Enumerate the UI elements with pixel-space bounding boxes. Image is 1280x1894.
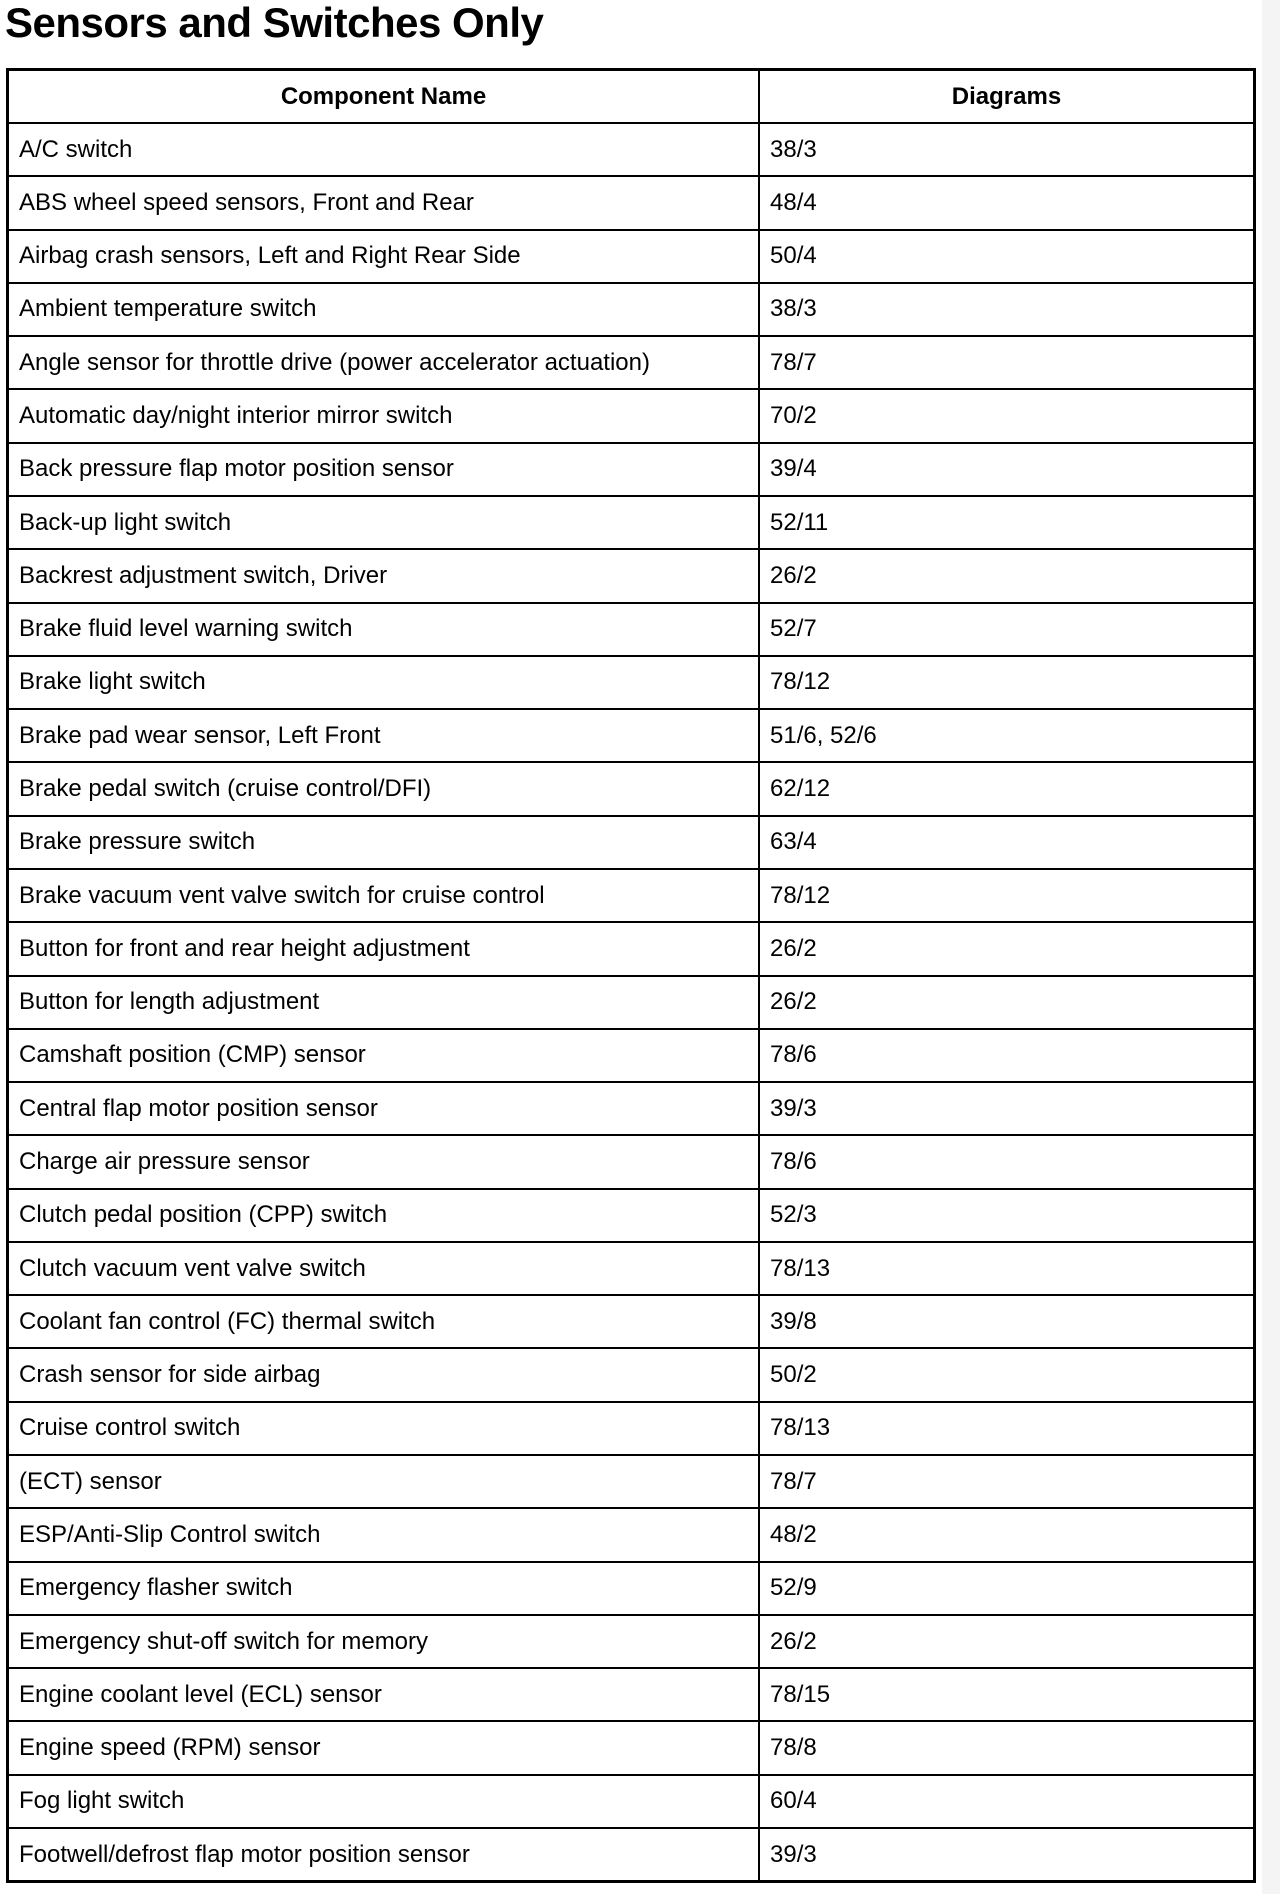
- component-name-cell: Engine coolant level (ECL) sensor: [9, 1668, 759, 1721]
- component-name-cell: Button for front and rear height adjustment: [9, 922, 759, 975]
- diagrams-cell: 70/2: [759, 389, 1253, 442]
- diagrams-cell: 52/7: [759, 603, 1253, 656]
- diagrams-cell: 48/4: [759, 176, 1253, 229]
- page-edge-shadow: [1262, 0, 1280, 1894]
- table-row: [9, 816, 1253, 869]
- component-name-cell: Camshaft position (CMP) sensor: [9, 1029, 759, 1082]
- diagrams-cell: 26/2: [759, 1615, 1253, 1668]
- diagrams-cell: 52/11: [759, 496, 1253, 549]
- column-header-diagrams: Diagrams: [759, 71, 1253, 123]
- component-name-cell: Clutch pedal position (CPP) switch: [9, 1189, 759, 1242]
- table-row: [9, 549, 1253, 602]
- table-row: [9, 389, 1253, 442]
- table-row: [9, 922, 1253, 975]
- table-row: [9, 123, 1253, 176]
- component-name-cell: Coolant fan control (FC) thermal switch: [9, 1295, 759, 1348]
- component-name-cell: Fog light switch: [9, 1775, 759, 1828]
- diagrams-cell: 50/2: [759, 1348, 1253, 1401]
- component-name-cell: (ECT) sensor: [9, 1455, 759, 1508]
- table-row: [9, 1135, 1253, 1188]
- component-name-cell: ABS wheel speed sensors, Front and Rear: [9, 176, 759, 229]
- diagrams-cell: 78/13: [759, 1242, 1253, 1295]
- table-row: [9, 1029, 1253, 1082]
- table-row: [9, 1402, 1253, 1455]
- table-header-row: [9, 71, 1253, 123]
- table-row: [9, 230, 1253, 283]
- diagrams-cell: 63/4: [759, 816, 1253, 869]
- component-name-cell: Charge air pressure sensor: [9, 1135, 759, 1188]
- diagrams-cell: 78/6: [759, 1135, 1253, 1188]
- table-row: [9, 762, 1253, 815]
- column-header-component-name: Component Name: [9, 71, 759, 123]
- component-name-cell: Footwell/defrost flap motor position sensor: [9, 1828, 759, 1880]
- component-name-cell: Angle sensor for throttle drive (power accelerator actuation): [9, 336, 759, 389]
- table-row: [9, 1562, 1253, 1615]
- diagrams-cell: 78/7: [759, 336, 1253, 389]
- component-name-cell: Ambient temperature switch: [9, 283, 759, 336]
- component-name-cell: Brake light switch: [9, 656, 759, 709]
- component-name-cell: Brake pad wear sensor, Left Front: [9, 709, 759, 762]
- diagrams-cell: 78/12: [759, 656, 1253, 709]
- diagrams-cell: 39/3: [759, 1828, 1253, 1880]
- table-row: [9, 1242, 1253, 1295]
- component-name-cell: Brake pressure switch: [9, 816, 759, 869]
- diagrams-cell: 26/2: [759, 922, 1253, 975]
- component-name-cell: Clutch vacuum vent valve switch: [9, 1242, 759, 1295]
- table-row: [9, 976, 1253, 1029]
- table-row: [9, 176, 1253, 229]
- table-row: [9, 283, 1253, 336]
- page-title: Sensors and Switches Only: [5, 0, 544, 46]
- component-name-cell: A/C switch: [9, 123, 759, 176]
- diagrams-cell: 26/2: [759, 549, 1253, 602]
- component-name-cell: Button for length adjustment: [9, 976, 759, 1029]
- table-row: [9, 1615, 1253, 1668]
- diagrams-cell: 52/9: [759, 1562, 1253, 1615]
- component-name-cell: Brake vacuum vent valve switch for cruise control: [9, 869, 759, 922]
- table-row: [9, 1082, 1253, 1135]
- diagrams-cell: 38/3: [759, 123, 1253, 176]
- diagrams-cell: 78/13: [759, 1402, 1253, 1455]
- table-row: [9, 1721, 1253, 1774]
- component-name-cell: Back pressure flap motor position sensor: [9, 443, 759, 496]
- table-row: [9, 1455, 1253, 1508]
- table-row: [9, 709, 1253, 762]
- diagrams-cell: 78/15: [759, 1668, 1253, 1721]
- diagrams-cell: 39/3: [759, 1082, 1253, 1135]
- diagrams-cell: 48/2: [759, 1508, 1253, 1561]
- diagrams-cell: 60/4: [759, 1775, 1253, 1828]
- diagrams-cell: 39/8: [759, 1295, 1253, 1348]
- table-row: [9, 1295, 1253, 1348]
- diagrams-cell: 39/4: [759, 443, 1253, 496]
- diagrams-cell: 78/12: [759, 869, 1253, 922]
- table-row: [9, 603, 1253, 656]
- diagrams-cell: 62/12: [759, 762, 1253, 815]
- component-name-cell: Backrest adjustment switch, Driver: [9, 549, 759, 602]
- component-name-cell: Cruise control switch: [9, 1402, 759, 1455]
- component-name-cell: Back-up light switch: [9, 496, 759, 549]
- table-row: [9, 1668, 1253, 1721]
- diagrams-cell: 78/8: [759, 1721, 1253, 1774]
- table-row: [9, 1508, 1253, 1561]
- diagrams-cell: 51/6, 52/6: [759, 709, 1253, 762]
- diagrams-cell: 78/7: [759, 1455, 1253, 1508]
- table-row: [9, 443, 1253, 496]
- diagrams-cell: 52/3: [759, 1189, 1253, 1242]
- table-row: [9, 1189, 1253, 1242]
- table-row: [9, 1348, 1253, 1401]
- component-name-cell: Engine speed (RPM) sensor: [9, 1721, 759, 1774]
- component-name-cell: Emergency flasher switch: [9, 1562, 759, 1615]
- sensors-switches-table-frame: [6, 68, 1256, 1883]
- diagrams-cell: 78/6: [759, 1029, 1253, 1082]
- component-name-cell: Brake fluid level warning switch: [9, 603, 759, 656]
- table-row: [9, 869, 1253, 922]
- sensors-switches-table: [9, 71, 1253, 1880]
- component-name-cell: Emergency shut-off switch for memory: [9, 1615, 759, 1668]
- diagrams-cell: 38/3: [759, 283, 1253, 336]
- table-row: [9, 1775, 1253, 1828]
- table-row: [9, 336, 1253, 389]
- component-name-cell: Crash sensor for side airbag: [9, 1348, 759, 1401]
- diagrams-cell: 26/2: [759, 976, 1253, 1029]
- table-row: [9, 656, 1253, 709]
- diagrams-cell: 50/4: [759, 230, 1253, 283]
- component-name-cell: Airbag crash sensors, Left and Right Rear Side: [9, 230, 759, 283]
- component-name-cell: ESP/Anti-Slip Control switch: [9, 1508, 759, 1561]
- component-name-cell: Automatic day/night interior mirror switch: [9, 389, 759, 442]
- component-name-cell: Central flap motor position sensor: [9, 1082, 759, 1135]
- table-row: [9, 1828, 1253, 1880]
- component-name-cell: Brake pedal switch (cruise control/DFI): [9, 762, 759, 815]
- table-body: [9, 123, 1253, 1880]
- table-row: [9, 496, 1253, 549]
